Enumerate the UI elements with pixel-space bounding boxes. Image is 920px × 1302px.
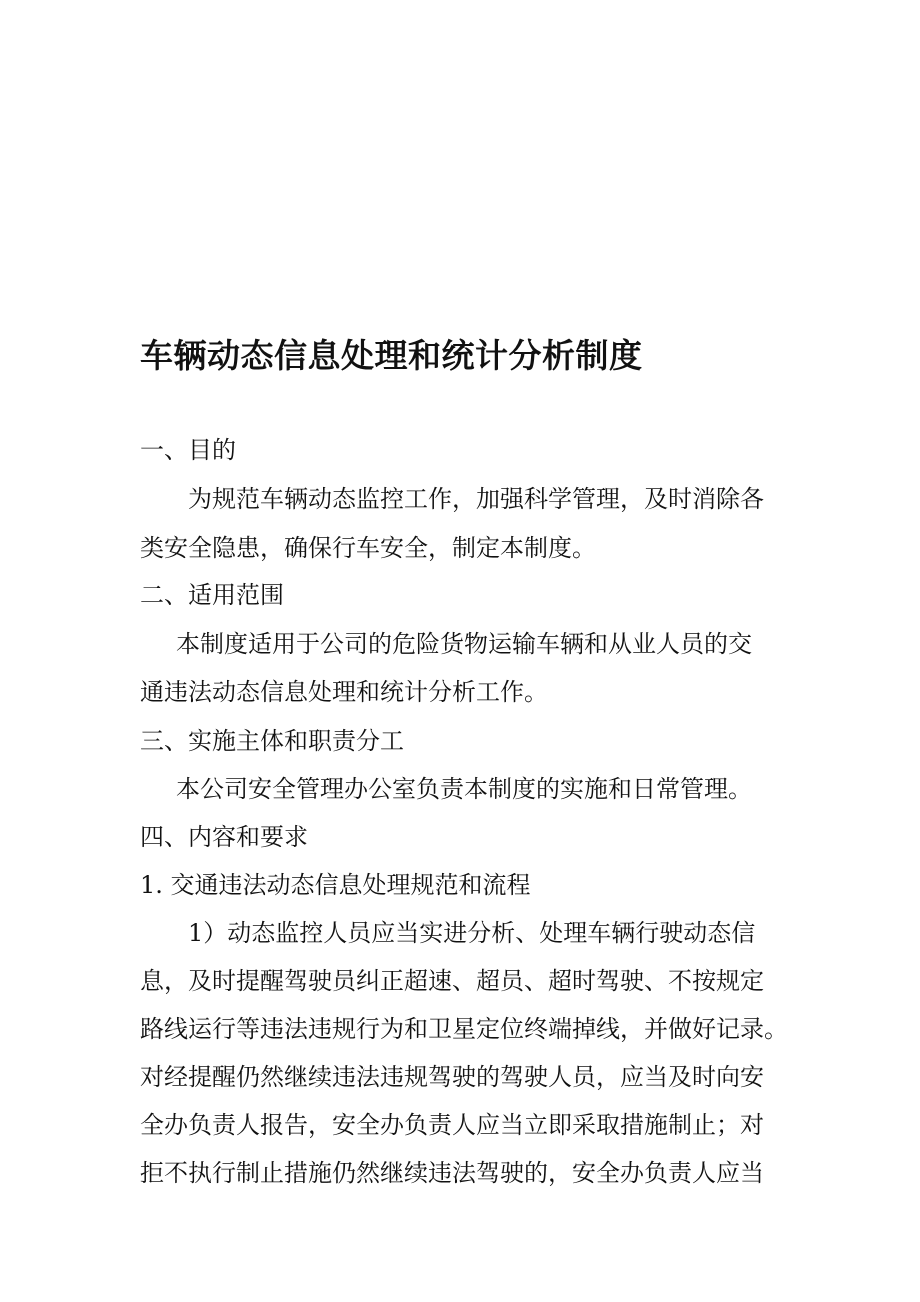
paragraph-line: 对经提醒仍然继续违法违规驾驶的驾驶人员，应当及时向安: [140, 1063, 764, 1091]
section-heading-purpose: 一、目的: [140, 436, 236, 464]
section-heading-requirements: 四、内容和要求: [140, 823, 308, 851]
subsection-heading: 1. 交通违法动态信息处理规范和流程: [140, 871, 531, 899]
paragraph-line: 本公司安全管理办公室负责本制度的实施和日常管理。: [176, 775, 752, 803]
paragraph-line: 拒不执行制止措施仍然继续违法驾驶的，安全办负责人应当: [140, 1159, 764, 1187]
section-heading-responsibility: 三、实施主体和职责分工: [140, 727, 404, 755]
section-heading-scope: 二、适用范围: [140, 581, 284, 609]
document-title: 车辆动态信息处理和统计分析制度: [140, 336, 643, 375]
paragraph-line: 为规范车辆动态监控工作，加强科学管理，及时消除各: [188, 485, 764, 513]
paragraph-line: 全办负责人报告，安全办负责人应当立即采取措施制止；对: [140, 1111, 764, 1139]
paragraph-line: 类安全隐患，确保行车安全，制定本制度。: [140, 534, 596, 562]
paragraph-line: 1）动态监控人员应当实进分析、处理车辆行驶动态信: [188, 919, 756, 947]
paragraph-line: 本制度适用于公司的危险货物运输车辆和从业人员的交: [176, 630, 752, 658]
paragraph-line: 息，及时提醒驾驶员纠正超速、超员、超时驾驶、不按规定: [140, 967, 764, 995]
paragraph-line: 通违法动态信息处理和统计分析工作。: [140, 678, 548, 706]
paragraph-line: 路线运行等违法违规行为和卫星定位终端掉线，并做好记录。: [140, 1015, 788, 1043]
